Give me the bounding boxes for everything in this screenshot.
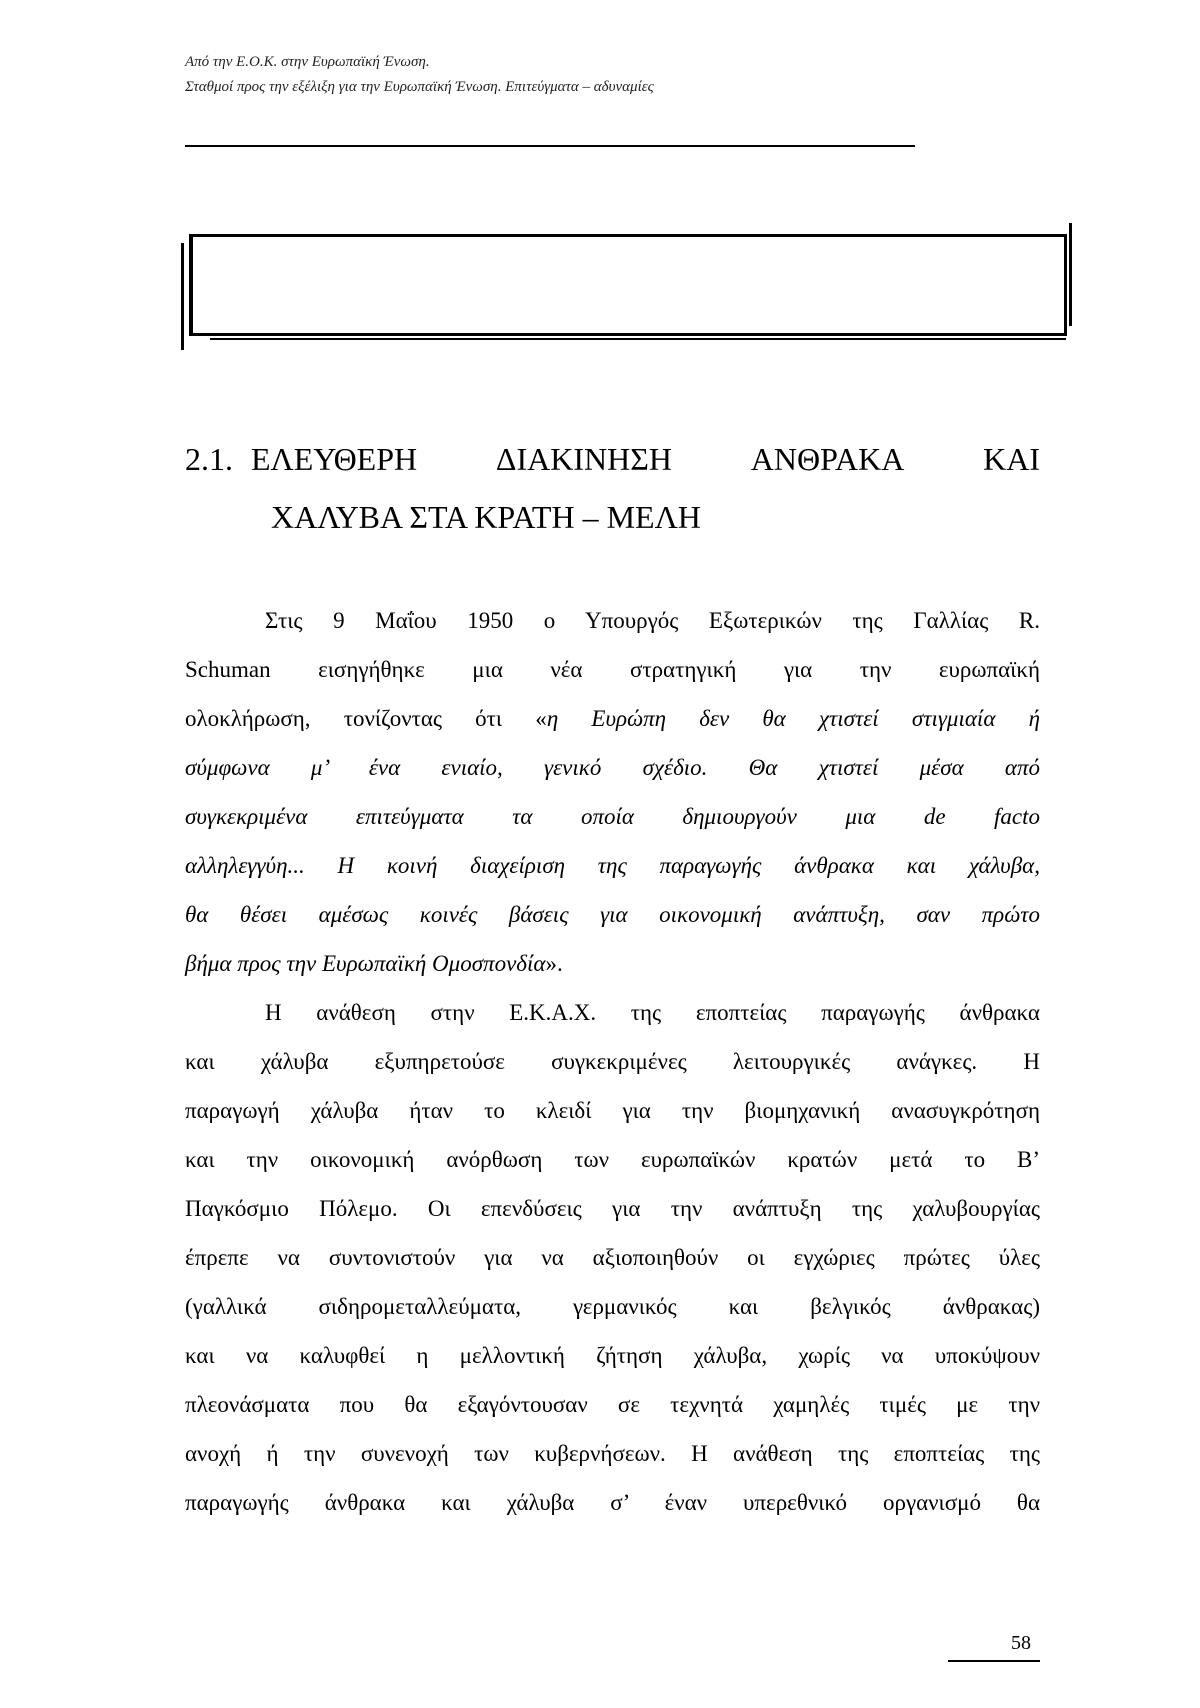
running-head [185, 50, 654, 100]
text-line: Schuman εισηγήθηκε μια νέα στρατηγική για την ευρωπαϊκή [185, 657, 1040, 682]
text-line: Η ανάθεση στην Ε.Κ.Α.Χ. της εποπτείας παραγωγής άνθρακα [265, 1000, 1040, 1025]
section-heading-line-1 [185, 430, 1040, 488]
text-line: σύμφωνα μ’ ένα ενιαίο, γενικό σχέδιο. Θα χτιστεί μέσα από [185, 755, 1040, 780]
text-line: (γαλλικά σιδηρομεταλλεύματα, γερμανικός και βελγικός άνθρακας) [185, 1294, 1040, 1319]
text-line: παραγωγής άνθρακα και χάλυβα σ’ έναν υπερεθνικό οργανισμό θα [185, 1490, 1040, 1515]
footer-rule [948, 1660, 1040, 1662]
body-text [185, 596, 1040, 1527]
quote-text: βήμα προς την Ευρωπαϊκή Ομοσπονδία [185, 951, 546, 976]
text-line: βήμα προς την Ευρωπαϊκή Ομοσπονδία». [185, 951, 563, 976]
text-line: ολοκλήρωση, τονίζοντας ότι «η Ευρώπη δεν θα χτιστεί στιγμιαία ή [185, 706, 1040, 731]
text-line: θα θέσει αμέσως κοινές βάσεις για οικονομική ανάπτυξη, σαν πρώτο [185, 902, 1040, 927]
heading-word: ΑΝΘΡΑΚΑ [750, 441, 905, 477]
text-line: και χάλυβα εξυπηρετούσε συγκεκριμένες λειτουργικές ανάγκες. Η [185, 1049, 1040, 1074]
text-line: Παγκόσμιο Πόλεμο. Οι επενδύσεις για την ανάπτυξη της χαλυβουργίας [185, 1196, 1040, 1221]
text-line: ανοχή ή την συνενοχή των κυβερνήσεων. Η ανάθεση της εποπτείας της [185, 1441, 1040, 1466]
section-frame-box [189, 234, 1067, 336]
text-line: αλληλεγγύη... Η κοινή διαχείριση της παραγωγής άνθρακα και χάλυβα, [185, 853, 1040, 878]
quote-text: η Ευρώπη δεν θα χτιστεί στιγμιαία ή [546, 706, 1040, 731]
section-frame-bottom-rule [210, 338, 1066, 340]
header-rule [185, 145, 915, 147]
text-line: και την οικονομική ανόρθωση των ευρωπαϊκών κρατών μετά το Β’ [185, 1147, 1040, 1172]
section-heading-line-2: ΧΑΛΥΒΑ ΣΤΑ ΚΡΑΤΗ – ΜΕΛΗ [271, 499, 701, 535]
heading-word: ΔΙΑΚΙΝΗΣΗ [495, 441, 672, 477]
text-line: συγκεκριμένα επιτεύγματα τα οποία δημιουργούν μια de facto [185, 804, 1040, 829]
text-line: και να καλυφθεί η μελλοντική ζήτηση χάλυβα, χωρίς να υποκύψουν [185, 1343, 1040, 1368]
running-head-line-2: Σταθμοί προς την εξέλιξη για την Ευρωπαϊκή Ένωση. Επιτεύγματα – αδυναμίες [185, 79, 654, 95]
page-number: 58 [1011, 1632, 1031, 1654]
text-line: πλεονάσματα που θα εξαγόντουσαν σε τεχνητά χαμηλές τιμές με την [185, 1392, 1040, 1417]
running-head-line-1: Από την Ε.Ο.Κ. στην Ευρωπαϊκή Ένωση. [185, 54, 430, 70]
text-line: έπρεπε να συντονιστούν για να αξιοποιηθούν οι εγχώριες πρώτες ύλες [185, 1245, 1040, 1270]
heading-word: ΚΑΙ [983, 441, 1040, 477]
section-heading [185, 430, 1040, 546]
text-line: Στις 9 Μαΐου 1950 ο Υπουργός Εξωτερικών της Γαλλίας R. [265, 608, 1040, 633]
text-line: παραγωγή χάλυβα ήταν το κλειδί για την βιομηχανική ανασυγκρότηση [185, 1098, 1040, 1123]
section-number: 2.1. ΕΛΕΥΘΕΡΗ [185, 441, 418, 477]
